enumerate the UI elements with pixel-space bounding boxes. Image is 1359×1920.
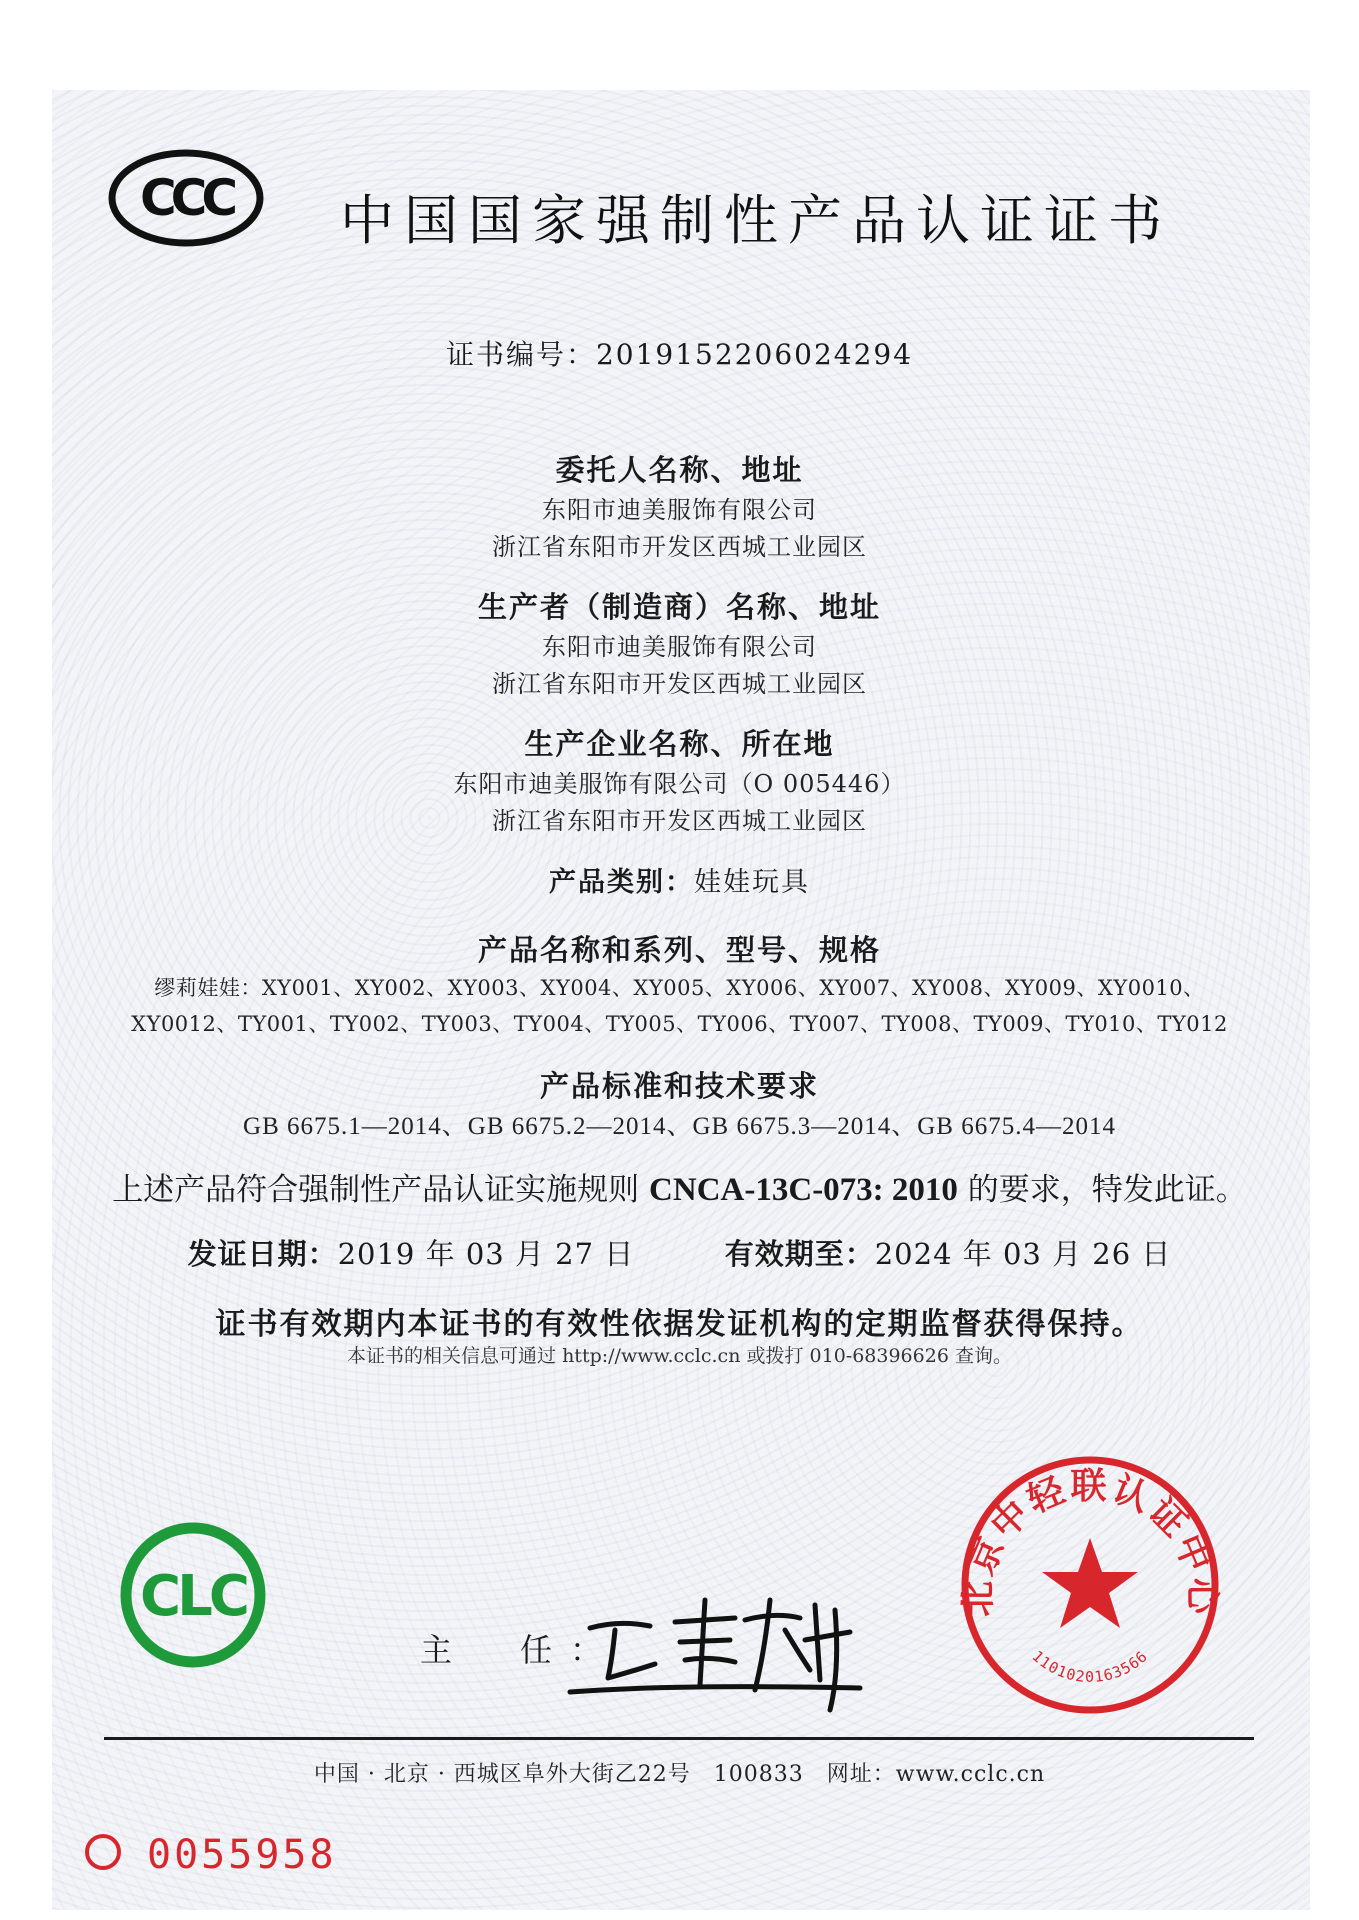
cert-number [0, 333, 1359, 373]
certificate-title: 中国国家强制性产品认证证书 [340, 189, 1172, 252]
manufacturer-address: 浙江省东阳市开发区西城工业园区 [492, 670, 867, 698]
expiry-date-label: 有效期至： [724, 1237, 875, 1271]
applicant-address: 浙江省东阳市开发区西城工业园区 [492, 533, 867, 561]
standards-heading: 产品标准和技术要求 [539, 1069, 819, 1103]
product-models-heading: 产品名称和系列、型号、规格 [477, 933, 881, 967]
factory-name: 东阳市迪美服饰有限公司（O 005446） [453, 770, 906, 798]
issuer-address-footer: 中国 · 北京 · 西城区阜外大街乙22号 100833 网址：www.cclc.cn [313, 1762, 1046, 1787]
applicant-heading: 委托人名称、地址 [555, 453, 804, 487]
category-label: 产品类别： [549, 867, 694, 898]
conformity-prefix: 上述产品符合强制性产品认证实施规则 [112, 1172, 650, 1208]
conformity-suffix: 的要求，特发此证。 [957, 1172, 1247, 1208]
cert-number-label: 证书编号： [445, 338, 596, 371]
query-note: 本证书的相关信息可通过 http://www.cclc.cn 或拨打 010-68396626 查询。 [347, 1345, 1012, 1367]
svg-text:CLC: CLC [140, 1564, 246, 1629]
standards-value: GB 6675.1—2014、GB 6675.2—2014、GB 6675.3—2014、GB 6675.4—2014 [243, 1113, 1116, 1140]
issue-date-label: 发证日期： [187, 1237, 338, 1271]
director-label: 主 任： [420, 1631, 621, 1669]
serial-number-value: 0055958 [147, 1832, 337, 1878]
product-category [0, 860, 1359, 899]
product-models-line-1: 缪莉娃娃：XY001、XY002、XY003、XY004、XY005、XY006、XY007、XY008、XY009、XY0010、 [154, 976, 1205, 1000]
conformity-rule: CNCA-13C-073: 2010 [649, 1172, 958, 1208]
svg-text:1101020163566: 1101020163566 [1028, 1647, 1152, 1687]
clc-logo-icon [118, 1520, 268, 1670]
dates-row [0, 1232, 1359, 1273]
manufacturer-heading: 生产者（制造商）名称、地址 [477, 590, 881, 624]
ccc-logo-icon [106, 148, 266, 248]
serial-circle-icon [85, 1834, 121, 1870]
svg-text:北京中轻联认证中心: 北京中轻联认证中心 [957, 1466, 1223, 1617]
issue-date-value: 2019 年 03 月 27 日 [337, 1237, 635, 1271]
serial-number [85, 1832, 337, 1878]
cert-number-value: 2019152206024294 [595, 338, 914, 371]
conformity-statement [0, 1164, 1359, 1209]
validity-note: 证书有效期内本证书的有效性依据发证机构的定期监督获得保持。 [215, 1307, 1144, 1342]
expiry-date-value: 2024 年 03 月 26 日 [874, 1237, 1172, 1271]
category-value: 娃娃玩具 [694, 867, 810, 898]
svg-text:CCC: CCC [139, 169, 233, 227]
footer-divider [104, 1737, 1254, 1740]
factory-address: 浙江省东阳市开发区西城工业园区 [492, 807, 867, 835]
product-models-line-2: XY0012、TY001、TY002、TY003、TY004、TY005、TY006、TY007、TY008、TY009、TY010、TY012 [131, 1012, 1228, 1036]
manufacturer-name: 东阳市迪美服饰有限公司 [542, 633, 817, 661]
applicant-name: 东阳市迪美服饰有限公司 [542, 496, 817, 524]
director-signature-icon [560, 1560, 870, 1720]
certification-seal-icon [955, 1450, 1225, 1720]
factory-heading: 生产企业名称、所在地 [524, 727, 835, 761]
